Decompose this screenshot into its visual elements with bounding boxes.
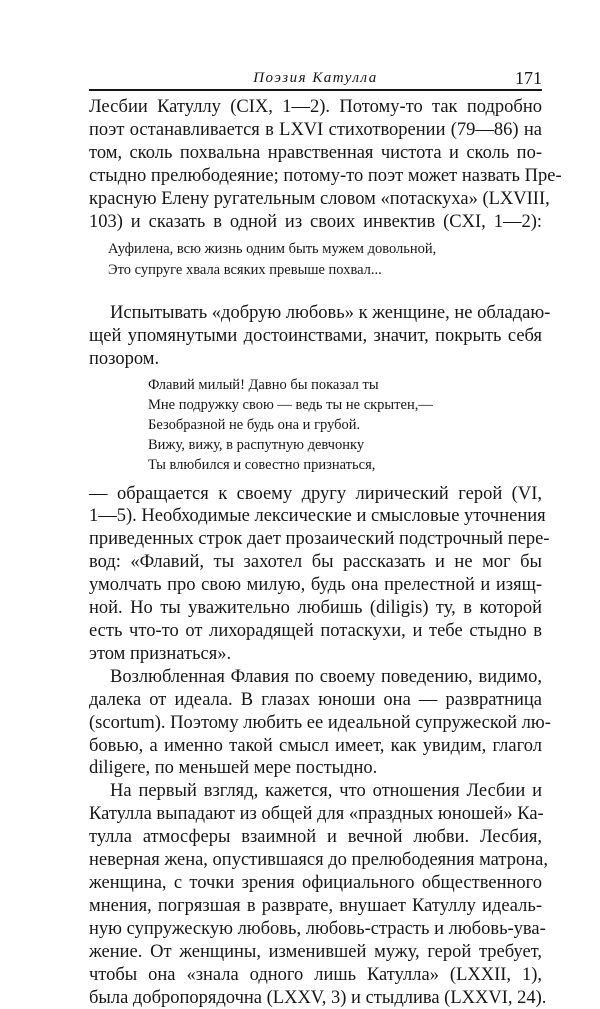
- text-line: красную Елену ругательным словом «потаскуха» (LXVIII,: [89, 188, 550, 209]
- paragraph-4: [89, 666, 551, 781]
- page-number: 171: [515, 68, 542, 88]
- text-line: приведенных строк дает прозаический подстрочный пере-: [89, 529, 550, 550]
- page-body: [89, 96, 562, 1009]
- text-line: ной. Но ты уважительно любишь (diligis) ту, в которой: [89, 598, 542, 619]
- verse-line: Флавий милый! Давно бы показал ты: [148, 376, 379, 393]
- text-line: поэт останавливается в LXVI стихотворении (79—86) на: [89, 119, 542, 140]
- text-line: жение. От женщины, изменившей мужу, герой требует,: [89, 941, 542, 962]
- paragraph-5: [89, 780, 548, 1009]
- verse-line: Это супруге хвала всяких превыше похвал...: [108, 261, 382, 278]
- verse-line: Вижу, вижу, в распутную девчонку: [148, 437, 365, 454]
- verse-line: Ауфилена, всю жизнь одним быть мужем довольной,: [108, 241, 437, 258]
- text-line: умолчать про свою милую, будь она прелестной и изящ-: [89, 575, 542, 596]
- text-line: На первый взгляд, кажется, что отношения Лесбии и: [110, 781, 542, 802]
- text-line: позором.: [89, 348, 160, 369]
- verse-quote-2: [89, 371, 542, 483]
- text-line: далека от идеала. В глазах юноши она — развратница: [89, 689, 542, 710]
- text-line: была добропорядочна (LXXV, 3) и стыдлива (LXXVI, 24).: [89, 987, 547, 1008]
- text-line: Катулла выпадают из общей для «праздных юношей» Ка-: [89, 804, 544, 825]
- header-rule: [89, 89, 542, 91]
- text-line: есть что-то от лихорадящей потаскухи, и тебе стыдно в: [89, 621, 542, 642]
- text-line: стыдно прелюбодеяние; потому-то поэт может назвать Пре-: [89, 165, 562, 186]
- text-line: бовью, а именно такой смысл имеет, как увидим, глагол: [89, 735, 542, 756]
- text-line: том, сколь похвальна нравственная чистота и сколь по-: [89, 142, 542, 163]
- text-line: Лесбии Катуллу (CIX, 1—2). Потому-то так подробно: [89, 97, 542, 117]
- paragraph-1: [89, 96, 562, 233]
- text-line: Возлюбленная Флавия по своему поведению, видимо,: [110, 666, 542, 687]
- text-line: 1—5). Необходимые лексические и смысловые уточнения: [89, 506, 546, 527]
- text-line: мнения, погрязшая в разврате, внушает Катуллу идеаль-: [89, 895, 542, 916]
- verse-line: Мне подружку свою — ведь ты не скрытен,—: [148, 396, 433, 413]
- text-line: diligere, по меньшей мере постыдно.: [89, 758, 378, 779]
- text-line: 103) и сказать в одной из своих инвектив (CXI, 1—2):: [89, 211, 542, 232]
- verse-line: Безобразной не будь она и грубой.: [148, 416, 361, 433]
- verse-quote-1: [89, 233, 542, 287]
- text-line: (scortum). Поэтому любить ее идеальной супружеской лю-: [89, 712, 551, 733]
- text-line: тулла атмосферы взаимной и вечной любви. Лесбия,: [89, 827, 542, 848]
- running-title: Поэзия Катулла: [253, 70, 378, 86]
- text-line: щей упомянутыми достоинствами, значит, покрыть себя: [89, 325, 542, 346]
- text-line: вод: «Флавий, ты захотел бы рассказать и не мог бы: [89, 552, 542, 573]
- paragraph-3: [89, 483, 550, 666]
- text-line: ную супружескую любовь, любовь-страсть и любовь-ува-: [89, 918, 546, 939]
- paragraph-2: [89, 302, 551, 371]
- text-line: чтобы она «знала одного лишь Катулла» (LXXII, 1),: [89, 964, 542, 985]
- text-line: женщина, с точки зрения официального общественного: [89, 872, 542, 893]
- text-line: неверная жена, опустившаяся до прелюбодеяния матрона,: [89, 850, 548, 871]
- text-line: — обращается к своему другу лирический герой (VI,: [89, 483, 542, 504]
- text-line: Испытывать «добрую любовь» к женщине, не обладаю-: [110, 302, 551, 323]
- verse-line: Ты влюбился и совестно признаться,: [148, 457, 376, 474]
- text-line: этом признаться».: [89, 643, 232, 664]
- page-header: [89, 70, 542, 92]
